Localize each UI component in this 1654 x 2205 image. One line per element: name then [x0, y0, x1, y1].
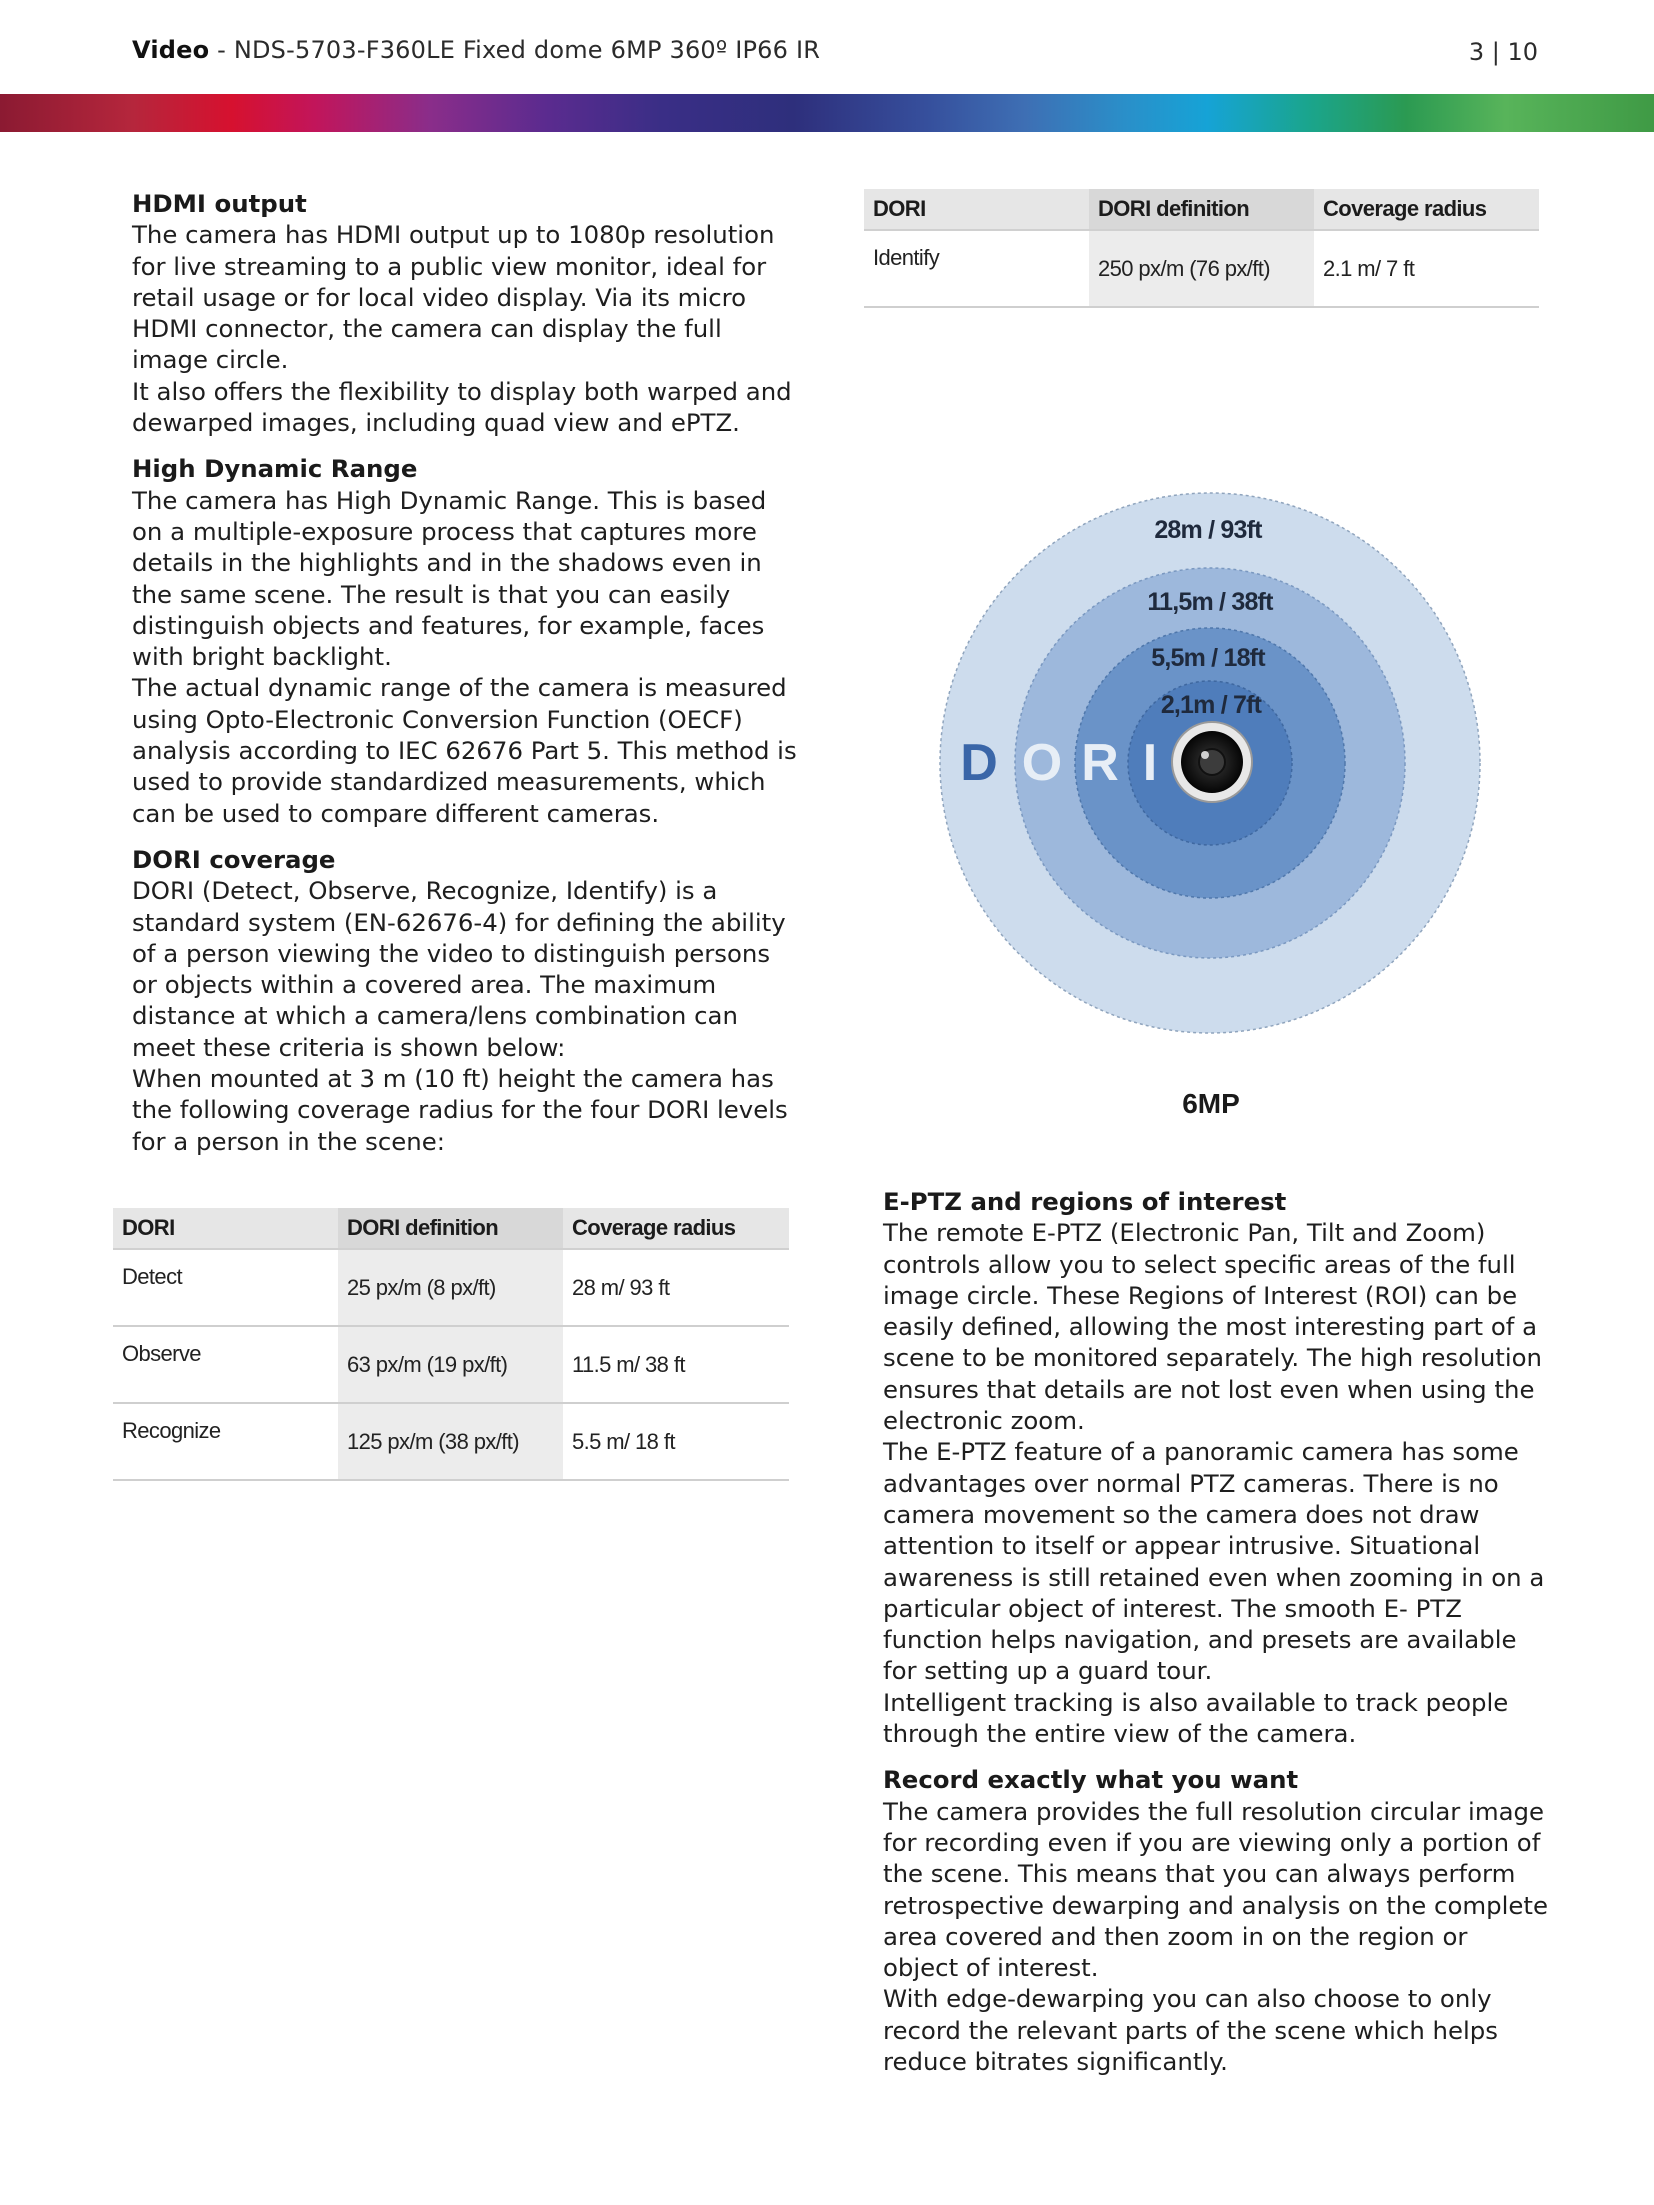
dori-letter-d: D [960, 734, 998, 792]
table-row [113, 1326, 789, 1403]
hdmi-paragraph-2: It also offers the flexibility to display both warped and dewarped images, including quad view and ePTZ. [132, 376, 792, 438]
column-header-definition: DORI definition [1089, 189, 1314, 230]
table-row [113, 1403, 789, 1480]
dori-definition: 250 px/m (76 px/ft) [1089, 230, 1314, 307]
table-row [864, 230, 1539, 307]
record-paragraph-2: With edge-dewarping you can also choose to only record the relevant parts of the scene which helps reduce bitrates significantly. [883, 1984, 1498, 2077]
hdmi-heading: HDMI output [132, 189, 307, 218]
doc-category: Video [132, 36, 210, 64]
record-paragraph-1: The camera provides the full resolution circular image for recording even if you are viewing only a portion of the scene. This means that you can always perform retrospective dewarping and analysis on the complete area covered and then zoom in on the region or object of interest. [883, 1796, 1548, 1983]
hdr-section [132, 453, 802, 829]
dori-letter-o: O [1021, 734, 1063, 792]
page-header [132, 36, 1538, 76]
coverage-radius: 11.5 m/ 38 ft [563, 1326, 789, 1403]
dori-coverage-diagram [920, 480, 1500, 1140]
doc-product: - NDS-5703-F360LE Fixed dome 6MP 360º IP66 IR [209, 36, 821, 64]
eptz-heading: E-PTZ and regions of interest [883, 1187, 1287, 1216]
dori-level: Detect [113, 1249, 338, 1326]
dori-heading: DORI coverage [132, 844, 336, 874]
hdr-paragraph-1: The camera has High Dynamic Range. This is based on a multiple-exposure process that captures more details in the highlights and in the shadows even in the same scene. The result is that you can easily distinguish objects and features, for example, faces with bright backlight. [132, 485, 767, 672]
page-number: 3 | 10 [1468, 38, 1538, 66]
dori-level: Observe [113, 1326, 338, 1403]
column-header-dori: DORI [113, 1208, 338, 1249]
table-row [113, 1249, 789, 1326]
recognize-radius-label: 5,5m / 18ft [1151, 644, 1265, 672]
dori-table-identify [864, 189, 1539, 308]
dori-section [132, 844, 802, 1157]
camera-lens-icon [1172, 722, 1252, 802]
coverage-radius: 2.1 m/ 7 ft [1314, 230, 1539, 307]
dori-letter-r: R [1081, 734, 1119, 792]
table-header-row [113, 1208, 789, 1249]
record-heading: Record exactly what you want [883, 1765, 1299, 1795]
hdmi-paragraph-1: The camera has HDMI output up to 1080p resolution for live streaming to a public view monitor, ideal for retail usage or for local video display. Via its micro HDMI connector, the camera can display the full image circle. [132, 220, 775, 375]
dori-table-main [113, 1208, 789, 1481]
hdr-paragraph-2: The actual dynamic range of the camera is measured using Opto-Electronic Conversion Function (OECF) analysis according to IEC 62676 Part 5. This method is used to provide standardized measurements, which can be used to compare different cameras. [132, 673, 797, 828]
column-header-definition: DORI definition [338, 1208, 563, 1249]
dori-paragraph-1: DORI (Detect, Observe, Recognize, Identify) is a standard system (EN-62676-4) for defining the ability of a person viewing the video to distinguish persons or objects within a covered area. The maximum distance at which a camera/lens combination can meet these criteria is shown below: [132, 876, 786, 1062]
eptz-paragraph-3: Intelligent tracking is also available to track people through the entire view of the camera. [883, 1687, 1509, 1749]
dori-level: Recognize [113, 1403, 338, 1480]
column-header-radius: Coverage radius [1314, 189, 1539, 230]
document-title [132, 36, 820, 64]
right-column [883, 1186, 1548, 2092]
identify-radius-label: 2,1m / 7ft [1160, 691, 1262, 719]
dori-paragraph-2: When mounted at 3 m (10 ft) height the camera has the following coverage radius for the four DORI levels for a person in the scene: [132, 1064, 788, 1156]
eptz-paragraph-1: The remote E-PTZ (Electronic Pan, Tilt and Zoom) controls allow you to select specific areas of the full image circle. These Regions of Interest (ROI) can be easily defined, allowing the most interesting part of a scene to be monitored separately. The high resolution ensures that details are not lost even when using the electronic zoom. [883, 1218, 1543, 1436]
observe-radius-label: 11,5m / 38ft [1147, 588, 1273, 616]
coverage-radius: 5.5 m/ 18 ft [563, 1403, 789, 1480]
column-header-dori: DORI [864, 189, 1089, 230]
left-column [132, 188, 802, 1172]
hdmi-section [132, 188, 802, 438]
detect-radius-label: 28m / 93ft [1154, 516, 1262, 544]
coverage-radius: 28 m/ 93 ft [563, 1249, 789, 1326]
dori-definition: 25 px/m (8 px/ft) [338, 1249, 563, 1326]
eptz-paragraph-2: The E-PTZ feature of a panoramic camera has some advantages over normal PTZ cameras. There is no camera movement so the camera does not draw attention to itself or appear intrusive. Situational awareness is still retained even when zooming in on a particular object of interest. The smooth E- PTZ function helps navigation, and presets are available for setting up a guard tour. [883, 1437, 1545, 1686]
record-section [883, 1764, 1548, 2077]
dori-level: Identify [864, 230, 1089, 307]
brand-color-bar [0, 94, 1654, 132]
diagram-caption: 6MP [1182, 1088, 1240, 1119]
column-header-radius: Coverage radius [563, 1208, 789, 1249]
hdr-heading: High Dynamic Range [132, 454, 418, 484]
dori-definition: 63 px/m (19 px/ft) [338, 1326, 563, 1403]
dori-definition: 125 px/m (38 px/ft) [338, 1403, 563, 1480]
dori-letter-i: I [1142, 734, 1158, 792]
eptz-section [883, 1186, 1548, 1749]
table-header-row [864, 189, 1539, 230]
